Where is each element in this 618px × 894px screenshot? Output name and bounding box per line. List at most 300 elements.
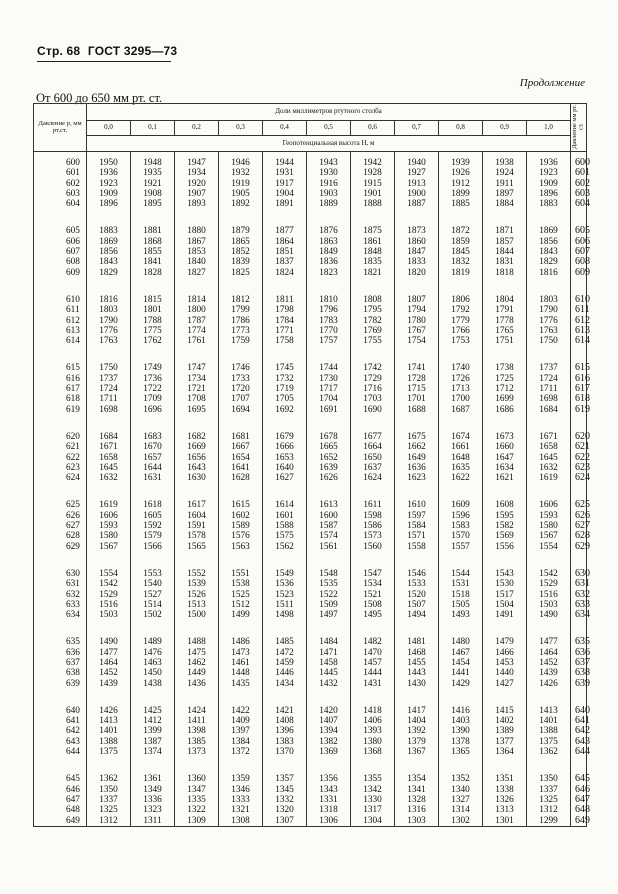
fraction-column-header: 1,0 [527,121,571,136]
fraction-column-header: 0,6 [351,121,395,136]
height-cell: 1732 [263,374,307,384]
fraction-column-header: 0,7 [395,121,439,136]
height-cell: 1807 [395,295,439,305]
height-cell: 1325 [527,795,571,805]
height-cell: 1579 [131,531,175,541]
height-cell: 1538 [219,579,263,589]
height-cell: 1627 [263,473,307,483]
height-cell: 1825 [219,268,263,278]
height-cell: 1682 [175,432,219,442]
pressure-cell-right: 628 [571,531,587,541]
table-row [34,668,587,678]
height-cell: 1798 [263,305,307,315]
height-cell: 1453 [483,658,527,668]
height-cell: 1508 [351,600,395,610]
height-cell: 1589 [219,521,263,531]
height-cell: 1776 [87,326,131,336]
height-cell: 1399 [131,726,175,736]
height-cell: 1455 [395,658,439,668]
height-cell: 1440 [483,668,527,678]
height-cell: 1554 [527,542,571,552]
height-cell: 1747 [175,363,219,373]
height-cell: 1398 [175,726,219,736]
height-cell: 1698 [87,405,131,415]
height-cell: 1829 [87,268,131,278]
height-cell: 1847 [395,247,439,257]
height-cell: 1598 [351,511,395,521]
pressure-cell-right: 646 [571,785,587,795]
height-cell: 1674 [439,432,483,442]
pressure-cell-right: 616 [571,374,587,384]
height-cell: 1413 [527,706,571,716]
pressure-cell: 629 [34,542,87,552]
height-cell: 1763 [87,336,131,346]
height-cell: 1737 [527,363,571,373]
height-cell: 1355 [351,774,395,784]
height-cell: 1361 [131,774,175,784]
height-cell: 1746 [219,363,263,373]
height-cell: 1788 [131,316,175,326]
height-cell: 1325 [87,805,131,815]
height-cell: 1318 [307,805,351,815]
height-cell: 1758 [263,336,307,346]
height-cell: 1403 [439,716,483,726]
height-cell: 1458 [307,658,351,668]
height-cell: 1354 [395,774,439,784]
height-cell: 1622 [439,473,483,483]
height-cell: 1944 [263,158,307,168]
height-cell: 1309 [175,816,219,827]
table-row [34,473,587,483]
pressure-cell: 623 [34,463,87,473]
height-cell: 1330 [351,795,395,805]
pressure-cell: 642 [34,726,87,736]
height-cell: 1621 [483,473,527,483]
table-row [34,363,587,373]
height-cell: 1888 [351,199,395,209]
height-cell: 1695 [175,405,219,415]
height-cell: 1699 [483,394,527,404]
height-cell: 1488 [175,637,219,647]
height-cell: 1796 [307,305,351,315]
height-cell: 1909 [527,179,571,189]
height-cell: 1650 [351,453,395,463]
group-gap [34,552,587,569]
table-row [34,257,587,267]
height-cell: 1525 [219,590,263,600]
height-cell: 1443 [395,668,439,678]
pressure-cell-right: 607 [571,247,587,257]
height-cell: 1347 [175,785,219,795]
pressure-cell: 640 [34,706,87,716]
height-cell: 1613 [307,500,351,510]
height-cell: 1351 [483,774,527,784]
height-cell: 1860 [395,237,439,247]
pressure-cell: 646 [34,785,87,795]
table-row [34,648,587,658]
height-cell: 1753 [439,336,483,346]
height-cell: 1904 [263,189,307,199]
height-cell: 1516 [527,590,571,600]
height-cell: 1328 [395,795,439,805]
height-cell: 1688 [395,405,439,415]
pressure-cell-right: 618 [571,394,587,404]
height-cell: 1497 [307,610,351,620]
height-cell: 1593 [87,521,131,531]
height-cell: 1317 [351,805,395,815]
height-cell: 1943 [307,158,351,168]
height-cell: 1431 [351,679,395,689]
group-gap [34,209,587,226]
pressure-cell-right: 633 [571,600,587,610]
height-cell: 1803 [527,295,571,305]
height-cell: 1887 [395,199,439,209]
height-cell: 1526 [175,590,219,600]
height-cell: 1570 [439,531,483,541]
height-cell: 1569 [483,531,527,541]
height-cell: 1617 [175,500,219,510]
height-cell: 1684 [87,432,131,442]
height-cell: 1653 [263,453,307,463]
pressure-cell: 601 [34,168,87,178]
height-cell: 1626 [307,473,351,483]
height-cell: 1554 [87,569,131,579]
height-cell: 1686 [483,405,527,415]
height-cell: 1439 [527,668,571,678]
height-cell: 1879 [219,226,263,236]
height-cell: 1628 [219,473,263,483]
height-cell: 1321 [219,805,263,815]
height-cell: 1745 [263,363,307,373]
height-cell: 1533 [395,579,439,589]
standard-code: ГОСТ 3295—73 [87,44,178,58]
height-cell: 1491 [483,610,527,620]
height-cell: 1893 [175,199,219,209]
height-cell: 1833 [395,257,439,267]
pressure-cell-right: 624 [571,473,587,483]
table-row [34,679,587,689]
height-cell: 1881 [131,226,175,236]
pressure-cell: 602 [34,179,87,189]
pressure-cell-right: 614 [571,336,587,346]
pressure-cell: 606 [34,237,87,247]
height-cell: 1520 [395,590,439,600]
height-cell: 1757 [307,336,351,346]
height-cell: 1843 [527,247,571,257]
height-cell: 1776 [527,316,571,326]
pressure-cell-right: 602 [571,179,587,189]
height-cell: 1504 [483,600,527,610]
table-row [34,706,587,716]
table-row [34,374,587,384]
height-cell: 1388 [527,726,571,736]
height-cell: 1467 [439,648,483,658]
fraction-column-header: 0,2 [175,121,219,136]
pressure-cell-right: 635 [571,637,587,647]
height-cell: 1917 [263,179,307,189]
group-gap [34,689,587,706]
height-cell: 1457 [351,658,395,668]
height-cell: 1471 [307,648,351,658]
pressure-cell-right: 612 [571,316,587,326]
height-cell: 1839 [219,257,263,267]
height-cell: 1912 [439,179,483,189]
pressure-cell-right: 609 [571,268,587,278]
height-cell: 1323 [131,805,175,815]
height-cell: 1480 [439,637,483,647]
page-header [37,44,177,58]
table-row [34,542,587,552]
pressure-column-header-right: Давление мм рт. ст. [571,104,587,152]
pressure-cell-right: 641 [571,716,587,726]
height-cell: 1632 [527,463,571,473]
pressure-cell: 605 [34,226,87,236]
height-cell: 1709 [131,394,175,404]
height-cell: 1738 [483,363,527,373]
height-cell: 1649 [395,453,439,463]
height-cell: 1560 [351,542,395,552]
height-cell: 1422 [219,706,263,716]
height-cell: 1932 [219,168,263,178]
pressure-cell-right: 648 [571,805,587,815]
height-cell: 1871 [483,226,527,236]
height-cell: 1883 [87,226,131,236]
height-cell: 1350 [527,774,571,784]
pressure-cell-right: 634 [571,610,587,620]
table-row [34,637,587,647]
height-cell: 1762 [131,336,175,346]
table-row [34,336,587,346]
height-cell: 1421 [263,706,307,716]
pressure-cell: 610 [34,295,87,305]
table-row [34,405,587,415]
height-cell: 1394 [307,726,351,736]
height-cell: 1670 [131,442,175,452]
height-cell: 1438 [131,679,175,689]
height-cell: 1452 [527,658,571,668]
height-cell: 1420 [307,706,351,716]
height-cell: 1587 [307,521,351,531]
height-cell: 1885 [439,199,483,209]
pressure-cell: 608 [34,257,87,267]
height-cell: 1601 [263,511,307,521]
pressure-cell: 632 [34,590,87,600]
height-cell: 1509 [307,600,351,610]
height-cell: 1375 [527,737,571,747]
height-cell: 1940 [395,158,439,168]
height-cell: 1389 [483,726,527,736]
height-cell: 1896 [87,199,131,209]
height-cell: 1939 [439,158,483,168]
height-cell: 1815 [131,295,175,305]
height-cell: 1401 [87,726,131,736]
height-cell: 1921 [131,179,175,189]
table-row [34,500,587,510]
height-cell: 1771 [263,326,307,336]
table-row [34,179,587,189]
height-cell: 1880 [175,226,219,236]
pressure-cell: 620 [34,432,87,442]
continued-label: Продолжение [519,77,585,89]
height-cell: 1784 [263,316,307,326]
height-cell: 1450 [131,668,175,678]
height-cell: 1794 [395,305,439,315]
height-cell: 1365 [439,747,483,757]
height-cell: 1384 [219,737,263,747]
height-cell: 1578 [175,531,219,541]
height-cell: 1765 [483,326,527,336]
height-cell: 1571 [395,531,439,541]
table-row [34,716,587,726]
height-cell: 1335 [175,795,219,805]
height-cell: 1681 [219,432,263,442]
pressure-cell: 644 [34,747,87,757]
pressure-cell-right: 601 [571,168,587,178]
height-cell: 1742 [351,363,395,373]
height-cell: 1574 [307,531,351,541]
height-cell: 1468 [395,648,439,658]
height-cell: 1754 [395,336,439,346]
height-cell: 1720 [219,384,263,394]
height-cell: 1684 [527,405,571,415]
height-cell: 1390 [439,726,483,736]
height-cell: 1852 [219,247,263,257]
height-cell: 1439 [87,679,131,689]
height-cell: 1643 [175,463,219,473]
height-cell: 1464 [527,648,571,658]
height-cell: 1770 [307,326,351,336]
height-cell: 1459 [263,658,307,668]
height-cell: 1531 [439,579,483,589]
height-cell: 1432 [307,679,351,689]
table-row [34,305,587,315]
height-cell: 1848 [351,247,395,257]
height-cell: 1514 [131,600,175,610]
height-cell: 1402 [483,716,527,726]
height-cell: 1518 [439,590,483,600]
height-cell: 1658 [527,442,571,452]
height-cell: 1786 [219,316,263,326]
height-cell: 1597 [395,511,439,521]
height-cell: 1575 [263,531,307,541]
height-cell: 1407 [307,716,351,726]
height-cell: 1379 [395,737,439,747]
pressure-cell-right: 623 [571,463,587,473]
height-cell: 1831 [483,257,527,267]
height-cell: 1502 [131,610,175,620]
height-cell: 1634 [483,463,527,473]
height-cell: 1664 [351,442,395,452]
height-cell: 1382 [307,737,351,747]
pressure-cell: 618 [34,394,87,404]
height-cell: 1875 [351,226,395,236]
table-row [34,453,587,463]
height-cell: 1567 [527,531,571,541]
pressure-cell: 628 [34,531,87,541]
pressure-cell-right: 622 [571,453,587,463]
pressure-cell-right: 638 [571,668,587,678]
height-cell: 1392 [395,726,439,736]
table-row [34,511,587,521]
height-cell: 1608 [483,500,527,510]
height-cell: 1873 [395,226,439,236]
height-cell: 1503 [527,600,571,610]
height-cell: 1919 [219,179,263,189]
height-cell: 1849 [307,247,351,257]
table-row [34,600,587,610]
table-row [34,247,587,257]
height-cell: 1701 [395,394,439,404]
pressure-cell-right: 636 [571,648,587,658]
height-cell: 1630 [175,473,219,483]
height-cell: 1907 [175,189,219,199]
height-cell: 1698 [527,394,571,404]
pressure-cell-right: 631 [571,579,587,589]
height-cell: 1661 [439,442,483,452]
height-cell: 1938 [483,158,527,168]
height-cell: 1602 [219,511,263,521]
height-cell: 1534 [351,579,395,589]
height-cell: 1473 [219,648,263,658]
height-cell: 1606 [527,500,571,510]
height-cell: 1908 [131,189,175,199]
height-cell: 1576 [219,531,263,541]
height-cell: 1820 [395,268,439,278]
height-cell: 1692 [263,405,307,415]
height-cell: 1511 [263,600,307,610]
height-cell: 1326 [483,795,527,805]
height-cell: 1829 [527,257,571,267]
height-cell: 1665 [307,442,351,452]
height-cell: 1715 [395,384,439,394]
height-cell: 1482 [351,637,395,647]
height-cell: 1656 [175,453,219,463]
height-cell: 1895 [131,199,175,209]
height-cell: 1582 [483,521,527,531]
height-cell: 1540 [131,579,175,589]
height-cell: 1449 [175,668,219,678]
height-cell: 1800 [175,305,219,315]
height-cell: 1773 [219,326,263,336]
height-cell: 1713 [439,384,483,394]
pressure-cell-right: 627 [571,521,587,531]
pressure-cell-right: 615 [571,363,587,373]
height-cell: 1804 [483,295,527,305]
height-cell: 1332 [263,795,307,805]
height-cell: 1397 [219,726,263,736]
height-cell: 1936 [87,168,131,178]
height-cell: 1717 [307,384,351,394]
pressure-cell-right: 643 [571,737,587,747]
pressure-cell-right: 649 [571,816,587,827]
height-cell: 1499 [219,610,263,620]
height-cell: 1677 [351,432,395,442]
height-cell: 1837 [263,257,307,267]
fraction-row [34,121,587,136]
height-cell: 1872 [439,226,483,236]
height-cell: 1624 [351,473,395,483]
height-cell: 1911 [483,179,527,189]
table-row [34,795,587,805]
height-cell: 1604 [175,511,219,521]
height-cell: 1485 [263,637,307,647]
height-cell: 1513 [175,600,219,610]
height-cell: 1411 [175,716,219,726]
height-cell: 1507 [395,600,439,610]
group-gap [34,483,587,500]
height-cell: 1769 [351,326,395,336]
height-cell: 1790 [87,316,131,326]
